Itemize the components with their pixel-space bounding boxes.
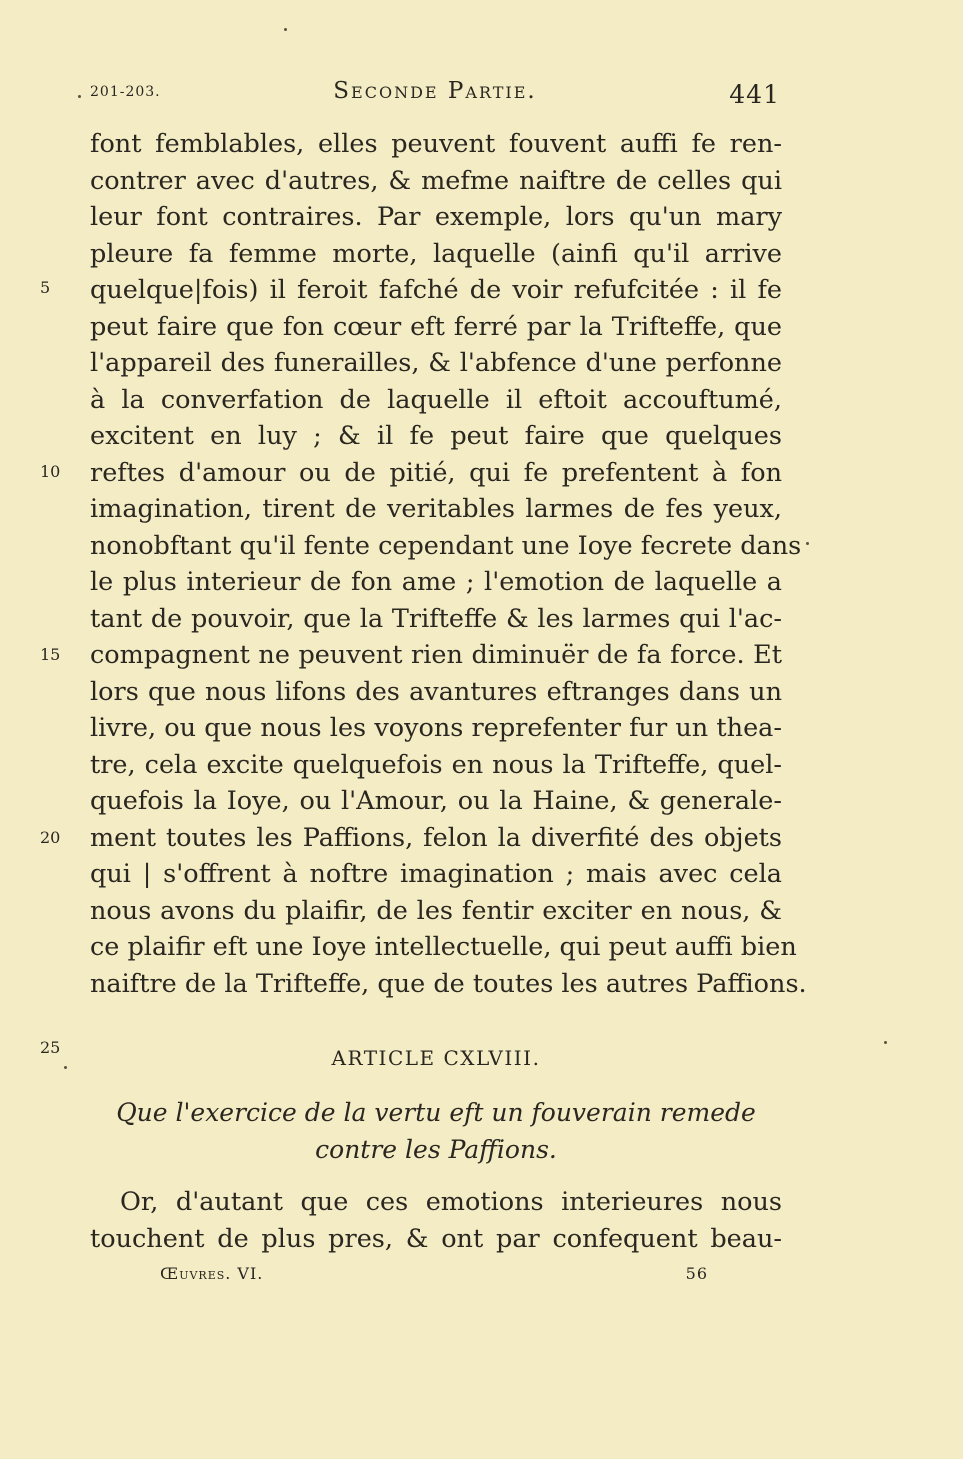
article-range: 201-203. [90, 84, 161, 100]
text-line: tant de pouvoir, que la Trifteffe & les larmes qui l'ac- [90, 603, 782, 634]
second-paragraph [90, 1184, 782, 1257]
gathering-number: 56 [685, 1264, 708, 1283]
text-line: quelque|fois) il feroit fafché de voir refufcitée : il fe [90, 275, 782, 305]
text-line: font femblables, elles peuvent fouvent auffi fe ren- [90, 129, 782, 159]
main-paragraph [90, 126, 807, 1002]
article-title [90, 1094, 782, 1168]
text-line: excitent en luy ; & il fe peut faire que quelques [90, 421, 782, 451]
paper-speck [78, 95, 81, 98]
text-line: leur font contraires. Par exemple, lors qu'un mary [90, 202, 782, 232]
page-footer [160, 1264, 720, 1288]
text-line: reftes d'amour ou de pitié, qui fe prefentent à fon [90, 457, 782, 488]
text-line: livre, ou que nous les voyons reprefenter fur un thea- [90, 713, 782, 743]
text-line: tre, cela excite quelquefois en nous la Trifteffe, quel- [90, 749, 782, 780]
text-line: contrer avec d'autres, & mefme naiftre de celles qui [90, 165, 782, 196]
text-line: nous avons du plaifir, de les fentir exciter en nous, & [90, 895, 782, 926]
text-line: touchent de plus pres, & ont par confequent beau- [90, 1223, 782, 1254]
article-title-line: contre les Paffions. [315, 1135, 557, 1164]
line-number: 15 [40, 645, 61, 664]
text-line: à la converfation de laquelle il eftoit accouftumé, [90, 384, 782, 415]
paper-speck [284, 28, 287, 31]
page-number: 441 [729, 80, 780, 109]
text-line: pleure fa femme morte, laquelle (ainfi qu'il arrive [90, 238, 782, 269]
paper-speck [806, 542, 809, 545]
text-line: compagnent ne peuvent rien diminuër de fa force. Et [90, 640, 782, 670]
text-line: peut faire que fon cœur eft ferré par la Trifteffe, que [90, 311, 782, 342]
line-number: 10 [40, 462, 61, 481]
line-number: 20 [40, 828, 61, 847]
line-number: 5 [40, 278, 51, 297]
paper-speck [884, 1041, 887, 1044]
article-title-line: Que l'exercice de la vertu eft un fouverain remede [116, 1098, 756, 1127]
text-line: lors que nous lifons des avantures eftranges dans un [90, 676, 782, 707]
running-header [90, 78, 780, 110]
text-line: le plus interieur de fon ame ; l'emotion de laquelle a [90, 567, 782, 597]
text-line: ment toutes les Paffions, felon la diverfité des objets [90, 822, 782, 853]
text-line: Or, d'autant que ces emotions interieures nous [120, 1187, 782, 1217]
running-title: Seconde Partie. [333, 78, 537, 104]
text-line: naiftre de la Trifteffe, que de toutes les autres Paffions. [90, 968, 807, 999]
signature-mark: Œuvres. VI. [160, 1264, 264, 1283]
text-line: l'appareil des funerailles, & l'abfence d'une perfonne [90, 348, 782, 378]
text-line: qui | s'offrent à noftre imagination ; mais avec cela [90, 859, 782, 889]
text-line: imagination, tirent de veritables larmes de fes yeux, [90, 494, 782, 524]
text-line: nonobftant qu'il fente cependant une Ioye fecrete dans [90, 530, 802, 561]
article-heading: ARTICLE CXLVIII. [331, 1046, 541, 1070]
text-line: ce plaifir eft une Ioye intellectuelle, qui peut auffi bien [90, 932, 797, 962]
paper-speck [64, 1066, 67, 1069]
text-line: quefois la Ioye, ou l'Amour, ou la Haine, & generale- [90, 786, 782, 816]
line-number: 25 [40, 1038, 61, 1057]
